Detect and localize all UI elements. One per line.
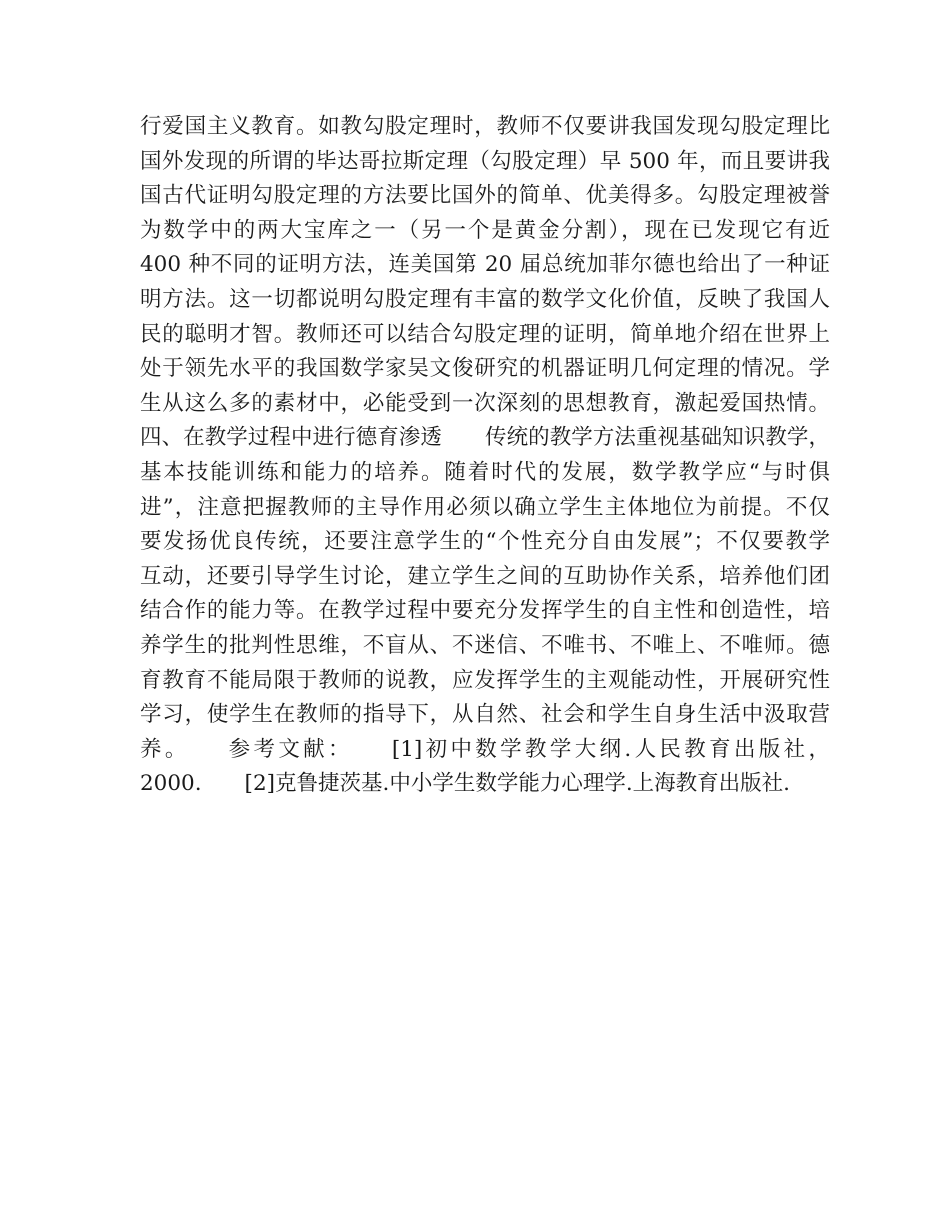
text-line: 为数学中的两大宝库之一（另一个是黄金分割），现在已发现它有近 bbox=[140, 217, 830, 243]
text-line: 行爱国主义教育。如教勾股定理时，教师不仅要讲我国发现勾股定理比 bbox=[140, 114, 830, 139]
references-line: 养。 参考文献： [1]初中数学教学大纲.人民教育出版社， bbox=[140, 736, 830, 762]
text-line: 国古代证明勾股定理的方法要比国外的简单、优美得多。勾股定理被誉 bbox=[140, 183, 830, 209]
text-line: 处于领先水平的我国数学家吴文俊研究的机器证明几何定理的情况。学 bbox=[140, 356, 830, 382]
text-line: 育教育不能局限于教师的说教，应发挥学生的主观能动性，开展研究性 bbox=[140, 667, 830, 693]
text-line: 基本技能训练和能力的培养。随着时代的发展，数学教学应“与时俱 bbox=[140, 459, 830, 485]
text-line: 明方法。这一切都说明勾股定理有丰富的数学文化价值，反映了我国人 bbox=[140, 286, 830, 312]
text-line: 养学生的批判性思维，不盲从、不迷信、不唯书、不唯上、不唯师。德 bbox=[140, 632, 830, 658]
section-heading-line: 四、在教学过程中进行德育渗透 传统的教学方法重视基础知识教学， bbox=[140, 425, 830, 451]
text-line: 互动，还要引导学生讨论，建立学生之间的互助协作关系，培养他们团 bbox=[140, 563, 830, 589]
text-line: 生从这么多的素材中，必能受到一次深刻的思想教育，激起爱国热情。 bbox=[140, 390, 830, 416]
text-line: 结合作的能力等。在教学过程中要充分发挥学生的自主性和创造性，培 bbox=[140, 598, 830, 624]
text-line: 要发扬优良传统，还要注意学生的“个性充分自由发展”；不仅要教学 bbox=[140, 529, 830, 555]
references-line: 2000. [2]克鲁捷茨基.中小学生数学能力心理学.上海教育出版社. bbox=[140, 771, 791, 797]
body-text bbox=[140, 110, 830, 802]
text-line: 民的聪明才智。教师还可以结合勾股定理的证明，简单地介绍在世界上 bbox=[140, 321, 830, 347]
text-line: 进”，注意把握教师的主导作用必须以确立学生主体地位为前提。不仅 bbox=[140, 494, 830, 520]
text-line: 400 种不同的证明方法，连美国第 20 届总统加菲尔德也给出了一种证 bbox=[140, 252, 830, 278]
text-line: 国外发现的所谓的毕达哥拉斯定理（勾股定理）早 500 年，而且要讲我 bbox=[140, 148, 830, 174]
text-line: 学习，使学生在教师的指导下，从自然、社会和学生自身生活中汲取营 bbox=[140, 702, 830, 728]
